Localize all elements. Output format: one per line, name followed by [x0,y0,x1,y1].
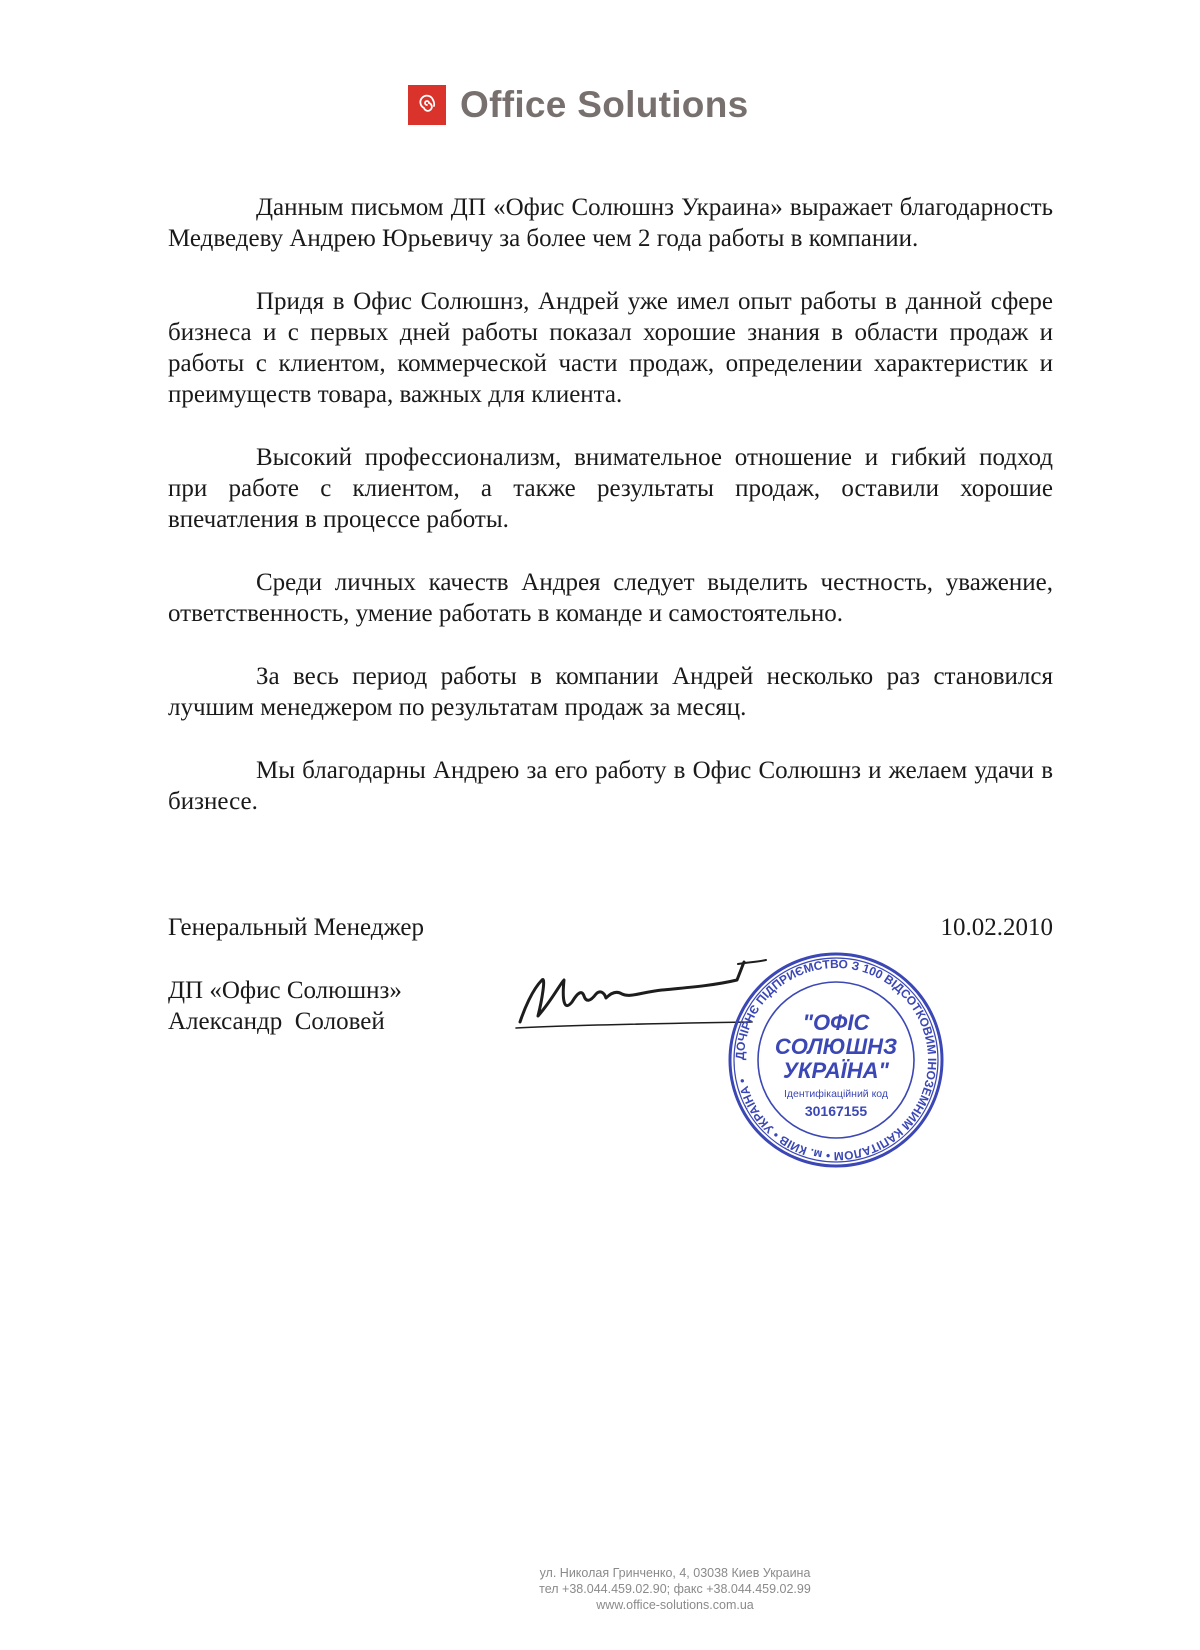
footer-website: www.office-solutions.com.ua [596,1598,754,1612]
logo-text: Office Solutions [460,84,749,125]
footer-phone: тел +38.044.459.02.90; факс +38.044.459.02.99 [539,1582,811,1596]
stamp-code-label: Ідентифікаційний код [783,1088,889,1100]
signer-name: Александр Соловей [168,1008,385,1035]
stamp-outer-text: ДОЧІРНЄ ПІДПРИЄМСТВО З 100 ВІДСОТКОВИМ ІНОЗЕМНИМ КАПІТАЛОМ • м. КИЇВ • УКРАЇНА • [732,956,940,1164]
letter-date: 10.02.2010 [940,914,1053,941]
company-logo [408,85,748,125]
signer-block [168,975,402,1037]
signer-company: ДП «Офис Солюшнз» [168,977,402,1004]
signer-title: Генеральный Менеджер [168,914,425,941]
letter-body [168,192,1053,849]
stamp-line-1: "ОФІС [802,1010,870,1035]
paragraph: Высокий профессионализм, внимательное отношение и гибкий подход при работе с клиентом, а также результаты продаж, оставили хорошие впечатления в процессе работы. [168,444,1053,533]
paragraph: Придя в Офис Солюшнз, Андрей уже имел опыт работы в данной сфере бизнеса и с первых дней работы показал хорошие знания в области продаж и работы с клиентом, коммерческой части продаж, определении характеристик и преимуществ товара, важных для клиента. [168,288,1053,408]
paragraph: За весь период работы в компании Андрей несколько раз становился лучшим менеджером по результатам продаж за месяц. [168,663,1053,721]
paragraph: Мы благодарны Андрею за его работу в Офис Солюшнз и желаем удачи в бизнесе. [168,757,1053,815]
paragraph: Данным письмом ДП «Офис Солюшнз Украина» выражает благодарность Медведеву Андрею Юрьевичу за более чем 2 года работы в компании. [168,194,1053,252]
stamp-line-2: СОЛЮШНЗ [774,1034,898,1059]
stamp-code: 30167155 [804,1103,868,1119]
paragraph: Среди личных качеств Андрея следует выделить честность, уважение, ответственность, умение работать в команде и самостоятельно. [168,569,1053,627]
footer-address: ул. Николая Гринченко, 4, 03038 Киев Украина [539,1566,811,1580]
official-stamp [726,950,946,1175]
letter-footer [0,1565,1200,1613]
spiral-icon [408,85,446,125]
stamp-line-3: УКРАЇНА" [783,1058,889,1083]
